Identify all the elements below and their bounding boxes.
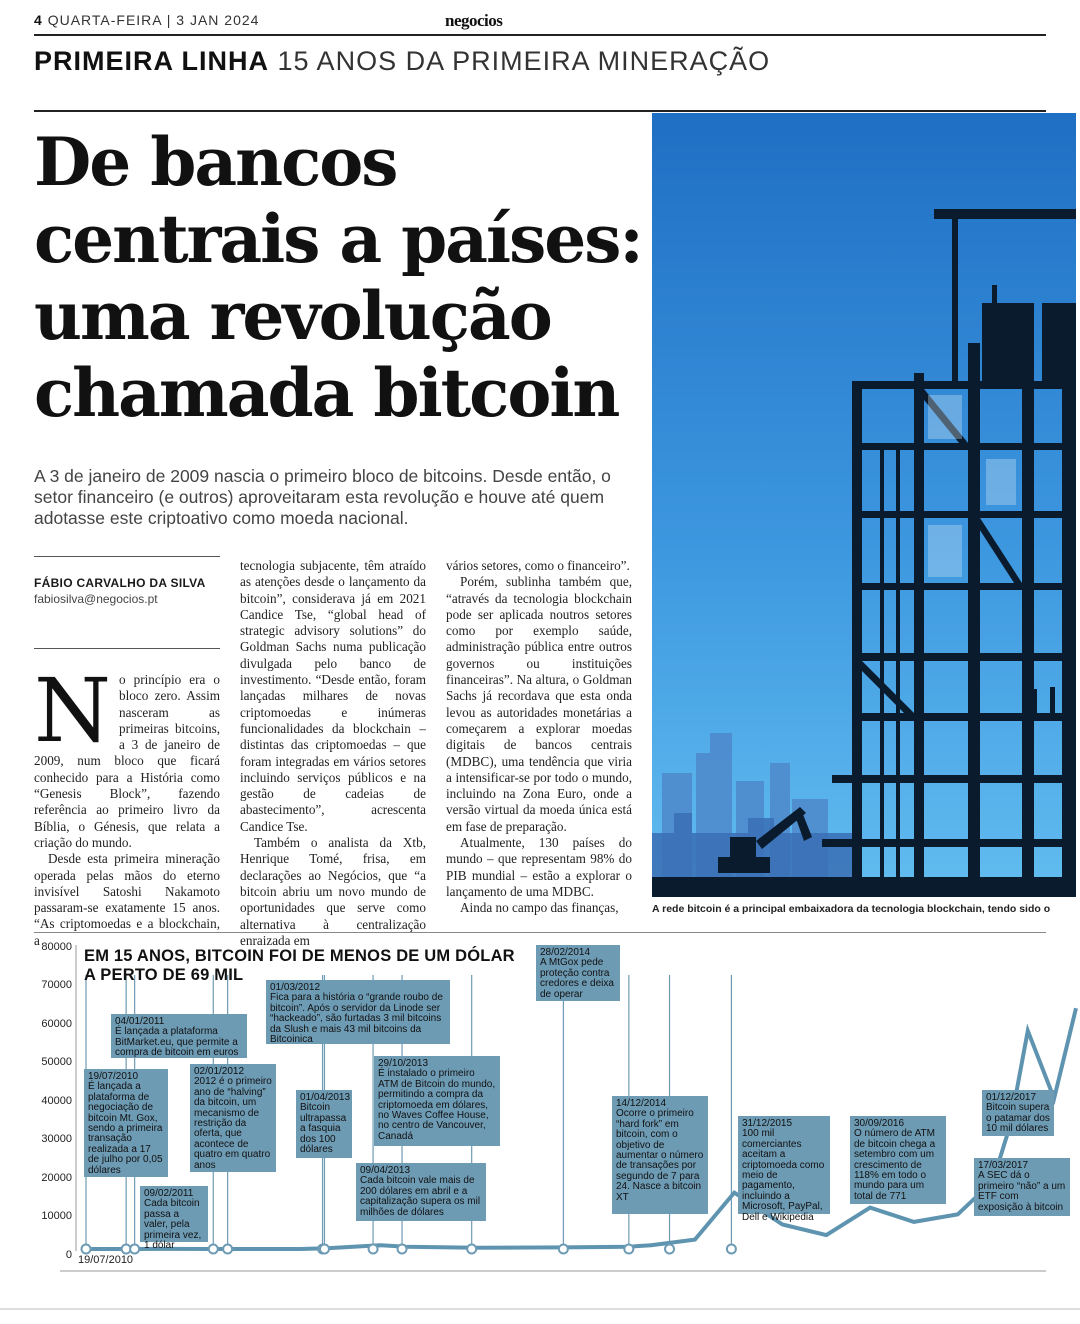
headline-line: centrais a países: [34,200,642,278]
lead-paragraph: A 3 de janeiro de 2009 nascia o primeiro bloco de bitcoins. Desde então, o setor financeiro (e outros) aproveitaram esta revolução e houve até quem adotasse este criptoativo como moeda nacional. [34,466,611,528]
event-box [356,1163,486,1221]
section-rule [34,110,1046,112]
event-box [296,1090,352,1158]
author-email[interactable]: fabiosilva@negocios.pt [34,592,158,606]
page-bottom-rule [0,1308,1080,1310]
brand-logo: negocios [445,11,503,30]
headline-line: chamada bitcoin [34,354,619,432]
paragraph: tecnologia subjacente, têm atraído as atenções desde o lançamento da bitcoin”, considerava já em 2021 Candice Tse, “global head of strategic advisory solutions” do Goldman Sachs numa publicação divulgada pelo banco de investimento. “Desde então, foram lançadas milhares de novas criptomoedas e inúmeras funcionalidades da blockchain – distintas das criptomoedas – que foram integradas em vários setores incluindo serviços públicos e na gestão de cadeias de abastecimento”, acrescenta Candice Tse. [240,558,426,834]
folio [34,12,259,28]
y-tick-label: 30000 [41,1133,72,1145]
chart-title-line: EM 15 ANOS, BITCOIN FOI DE MENOS DE UM DÓLAR [84,947,515,965]
section-header [34,46,770,77]
paragraph: Porém, sublinha também que, “através da tecnologia blockchain pode ser aplicada noutros setores como por exemplo saúde, administração pública entre outros governos ou instituições financeiras”. Na altura, o Goldman Sachs já recordava que esta onda levou as autoridades monetárias a começarem a explorar moedas digitais de bancos centrais (MDBC), uma tendência que viria a intensificar-se por todo o mundo, incluindo na Zona Euro, onde a versão virtual da moeda única está em fase de preparação. [446,574,632,834]
event-marker [369,1245,378,1254]
chart-title-line: A PERTO DE 69 MIL [84,966,244,984]
article-column-3 [446,558,632,920]
event-marker [624,1245,633,1254]
event-date: 17/03/2017 [978,1160,1029,1171]
construction-photo [652,113,1076,897]
headline [34,124,644,432]
issue-date: QUARTA-FEIRA | 3 JAN 2024 [47,12,260,28]
construction-illustration [652,113,1076,897]
event-date: 01/12/2017 [986,1092,1037,1103]
event-text: É instalado o primeiro ATM de Bitcoin do mundo, permitindo a compra da criptomoeda em dólares, no Waves Coffee House, no centro de Vancouver, Canadá [378,1068,496,1142]
event-marker [559,1245,568,1254]
event-date: 01/03/2012 [270,982,321,993]
y-tick-label: 60000 [41,1018,72,1030]
y-tick-label: 0 [65,1249,72,1261]
y-tick-label: 40000 [41,1095,72,1107]
headline-line: uma revolução [34,277,551,355]
event-text: 100 mil comerciantes aceitam a criptomoeda como meio de pagamento, incluindo a Microsoft, PayPal, Dell e Wikipedia [742,1128,825,1223]
chart-top-rule [34,932,1046,933]
paragraph: Desde esta primeira mineração operada pelas mãos do eterno invisível Satoshi Nakamoto passaram-se exatamente 15 anos. “As criptomoedas e a blockchain, a [34,851,220,948]
event-marker [209,1245,218,1254]
y-tick-label: 10000 [41,1210,72,1222]
author-name: FÁBIO CARVALHO DA SILVA [34,576,206,590]
event-text: Bitcoin supera o patamar dos 10 mil dólares [986,1102,1050,1135]
event-date: 04/01/2011 [115,1016,165,1027]
event-box [111,1014,247,1058]
paragraph: Também o analista da Xtb, Henrique Tomé, frisa, em declarações ao Negócios, que “a bitcoin abriu um novo mundo de oportunidades que serve como alternativa à centralização enraizada em [240,835,426,948]
event-marker [130,1245,139,1254]
event-text: 2012 é o primeiro ano de “halving” da bitcoin, um mecanismo de restrição da oferta, que acontece de quatro em quatro anos [194,1076,272,1171]
event-box [850,1116,946,1204]
event-box [974,1158,1070,1216]
event-text: A MtGox pede proteção contra credores e deixa de operar [540,957,614,1000]
event-text: A SEC dá o primeiro “não” a um ETF com exposição à bitcoin [978,1170,1066,1213]
photo-caption: A rede bitcoin é a principal embaixadora da tecnologia blockchain, tendo sido o [652,903,1051,915]
event-text: Ocorre o primeiro “hard fork” em bitcoin, com o objetivo de aumentar o número de transações por segundo de 7 para 24. Nasce a bitcoin XT [616,1108,704,1203]
section-label: PRIMEIRA LINHA [34,46,269,76]
event-text: Fica para a história o “grande roubo de bitcoin”. Após o servidor da Linode ser “hackeado”, são furtadas 3 mil bitcoins da Slush e mais 43 mil bitcoins da Bitcoinica [270,992,443,1046]
header-rule [34,34,1046,36]
paragraph: Ainda no campo das finanças, [460,900,619,916]
event-text: É lançada a plataforma de negociação de bitcoin Mt. Gox, sendo a primeira transação realizada a 17 de julho por 0,05 dólares [88,1081,163,1176]
byline-rule-top [34,556,220,557]
event-box [536,945,620,1001]
event-text: Cada bitcoin vale mais de 200 dólares em abril e a capitalização supera os mil milhões de dólares [360,1175,481,1218]
section-title: 15 ANOS DA PRIMEIRA MINERAÇÃO [277,46,771,76]
y-tick-label: 20000 [41,1172,72,1184]
event-date: 09/04/2013 [360,1165,411,1176]
byline-rule-bottom [34,648,220,649]
event-date: 01/04/2013 [300,1092,351,1103]
event-marker [665,1245,674,1254]
event-text: Cada bitcoin passa a valer, pela primeira vez, 1 dólar [144,1198,202,1252]
article-column-2 [240,558,426,948]
event-marker [82,1245,91,1254]
paragraph: vários setores, como o financeiro”. [446,558,630,573]
event-box [612,1096,708,1214]
headline-line: De bancos [34,123,397,201]
event-marker [727,1245,736,1254]
paragraph: o princípio era o bloco zero. Assim nasceram as primeiras bitcoins, a 3 de janeiro de 2009, num bloco que ficará conhecido para a História como “Genesis Block”, fazendo referência ao primeiro livro da Bíblia, o Génesis, que relata a criação do mundo. [34,672,220,850]
event-text: É lançada a plataforma BitMarket.eu, que permite a compra de bitcoin em euros [115,1026,239,1059]
event-marker [223,1245,232,1254]
dropcap: N [34,659,111,762]
event-box [84,1069,168,1177]
event-date: 29/10/2013 [378,1058,429,1069]
event-date: 14/12/2014 [616,1098,667,1109]
event-date: 31/12/2015 [742,1118,793,1129]
event-text: Bitcoin ultrapassa a fasquia dos 100 dólares [300,1102,347,1156]
y-tick-label: 80000 [41,941,72,953]
event-box [738,1116,830,1223]
event-box [982,1090,1054,1136]
event-marker [467,1245,476,1254]
paragraph: Atualmente, 130 países do mundo – que representam 98% do PIB mundial – estão a explorar o lançamento de uma MDBC. [446,835,632,899]
y-tick-label: 50000 [41,1056,72,1068]
page-number: 4 [34,12,43,28]
event-date: 30/09/2016 [854,1118,905,1129]
event-date: 28/02/2014 [540,947,591,958]
y-tick-label: 70000 [41,979,72,991]
event-date: 19/07/2010 [88,1071,139,1082]
event-date: 09/02/2011 [144,1188,194,1199]
event-text: O número de ATM de bitcoin chega a setembro com um crescimento de 118% em todo o mundo para um total de 771 [854,1128,936,1202]
x-start-label: 19/07/2010 [78,1254,134,1266]
event-box [190,1064,276,1172]
event-box [266,980,450,1044]
event-box [140,1186,208,1252]
event-date: 02/01/2012 [194,1066,245,1077]
event-marker [398,1245,407,1254]
event-marker [320,1245,329,1254]
event-box [374,1056,500,1146]
